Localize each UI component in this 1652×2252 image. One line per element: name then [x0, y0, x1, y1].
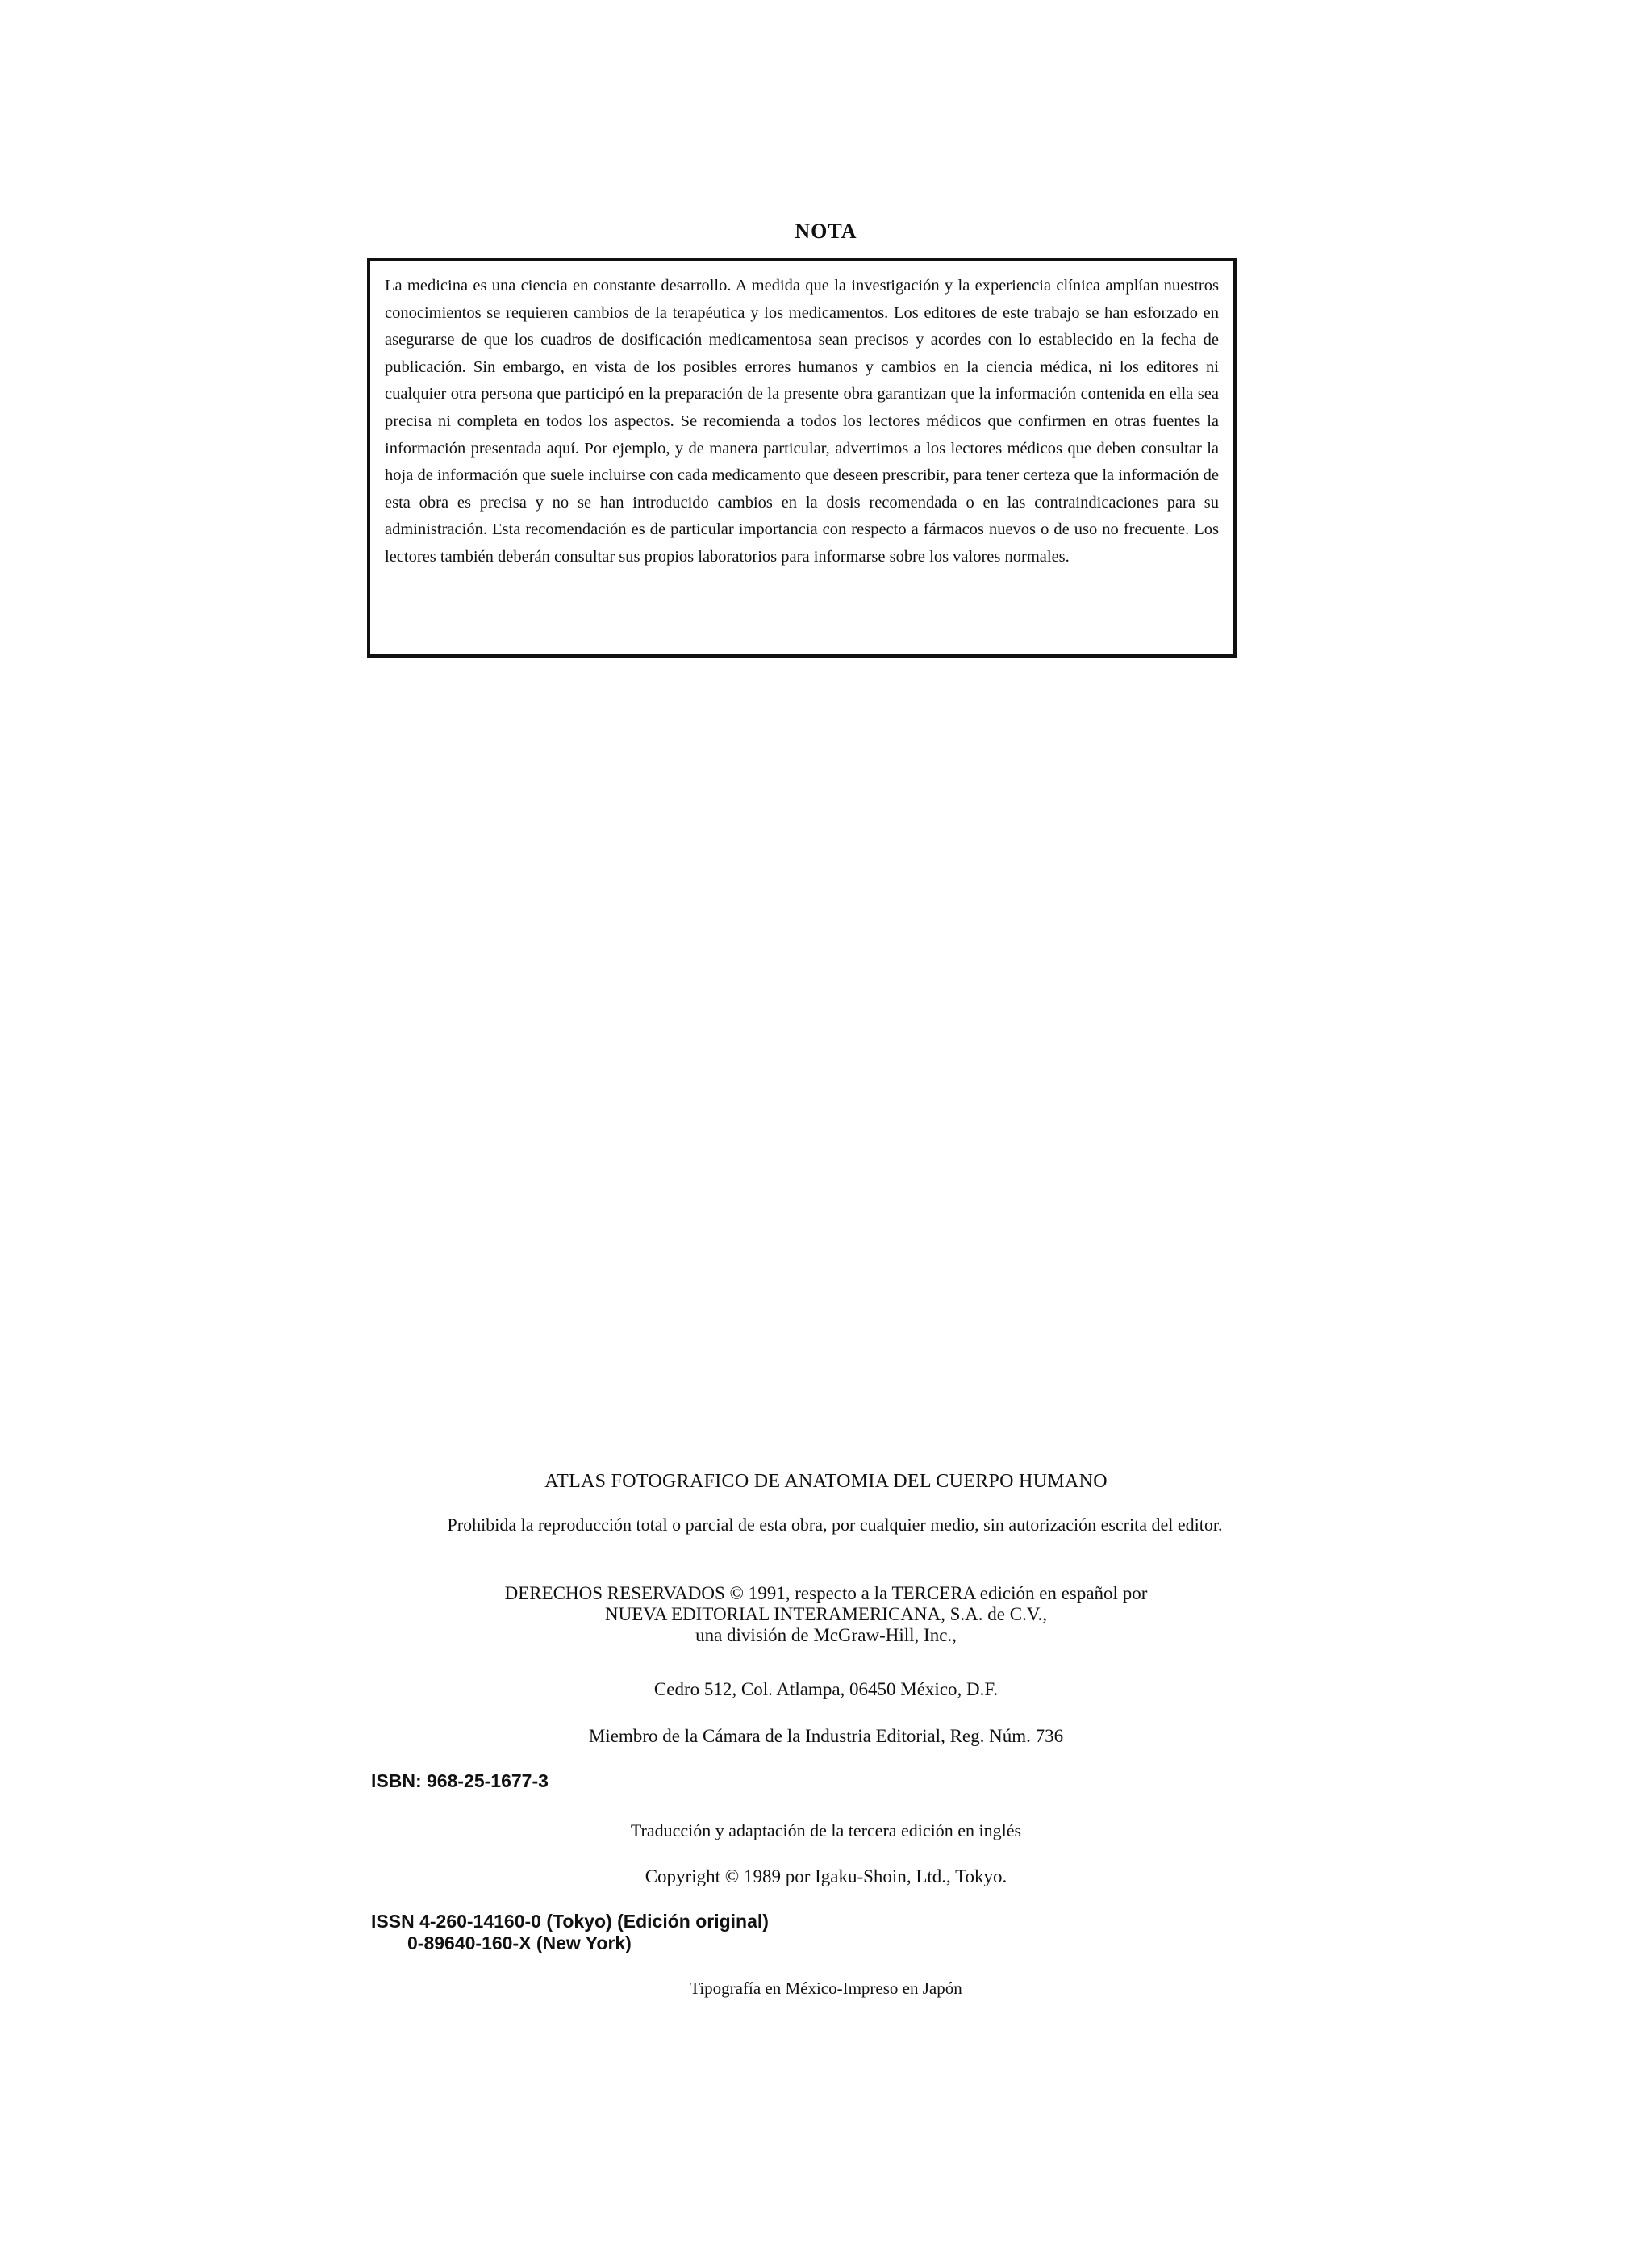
book-title: ATLAS FOTOGRAFICO DE ANATOMIA DEL CUERPO HUMANO — [544, 1471, 1108, 1492]
isbn: ISBN: 968-25-1677-3 — [371, 1770, 549, 1791]
copyright-original: Copyright © 1989 por Igaku-Shoin, Ltd., Tokyo. — [645, 1866, 1007, 1886]
derechos-line-3: una división de McGraw-Hill, Inc., — [695, 1625, 957, 1645]
derechos-reservados — [0, 1583, 1652, 1646]
nota-text: La medicina es una ciencia en constante desarrollo. A medida que la investigación y la experiencia clínica amplían nuestros conocimientos se requieren cambios de la terapéutica y los medicamentos. Los editores de este trabajo se han esforzado en asegurarse de que los cuadros de dosificación medicamentosa sean precisos y acordes con lo establecido en la fecha de publicación. Sin embargo, en vista de los posibles errores humanos y cambios en la ciencia médica, ni los editores ni cualquier otra persona que participó en la preparación de la presente obra garantizan que la información contenida en ella sea precisa ni completa en todos los aspectos. Se recomienda a todos los lectores médicos que confirmen en otras fuentes la información presentada aquí. Por ejemplo, y de manera particular, advertimos a los lectores médicos que deben consultar la hoja de información que suele incluirse con cada medicamento que deseen prescribir, para tener certeza que la información de esta obra es precisa y no se han introducido cambios en la dosis recomendada o en las contraindicaciones para su administración. Esta recomendación es de particular importancia con respecto a fármacos nuevos o de uso no frecuente. Los lectores también deberán consultar sus propios laboratorios para informarse sobre los valores normales. — [385, 277, 1219, 566]
publisher-address: Cedro 512, Col. Atlampa, 06450 México, D.F. — [653, 1679, 999, 1699]
derechos-line-1: DERECHOS RESERVADOS © 1991, respecto a la TERCERA edición en español por — [504, 1583, 1148, 1603]
prohibida-notice: Prohibida la reproducción total o parcial de esta obra, por cualquier medio, sin autorización escrita del editor. — [447, 1515, 1223, 1535]
traduccion-note: Traducción y adaptación de la tercera edición en inglés — [630, 1820, 1022, 1840]
issn-line-2: 0-89640-160-X (New York) — [407, 1932, 632, 1953]
nota-title: NOTA — [795, 219, 857, 243]
issn-line-1: ISSN 4-260-14160-0 (Tokyo) (Edición original) — [371, 1911, 769, 1932]
miembro-camara: Miembro de la Cámara de la Industria Editorial, Reg. Núm. 736 — [588, 1726, 1064, 1746]
issn-block — [371, 1911, 769, 1954]
tipografia-note: Tipografía en México-Impreso en Japón — [690, 1978, 962, 1998]
derechos-line-2: NUEVA EDITORIAL INTERAMERICANA, S.A. de C.V., — [605, 1604, 1047, 1624]
nota-box — [367, 258, 1237, 658]
